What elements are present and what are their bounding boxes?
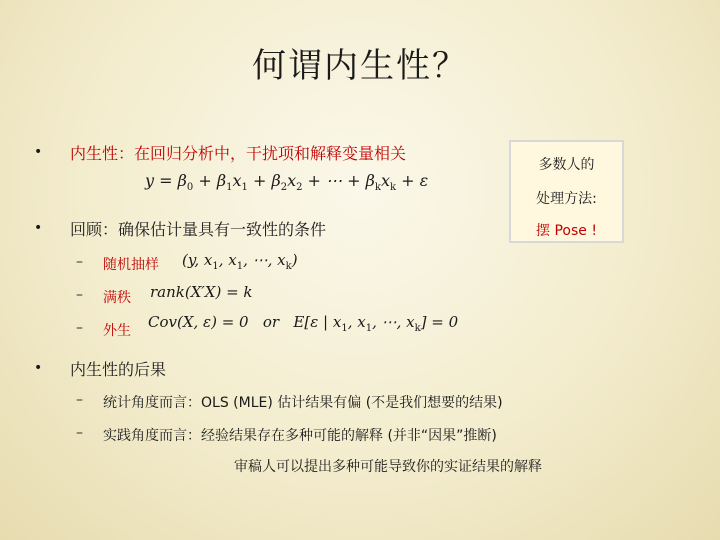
rank-expression: rank(X′X) = k — [150, 283, 253, 301]
bullet-marker: • — [34, 360, 43, 376]
sub-full-rank: 满秩 — [103, 290, 131, 306]
dash-marker: – — [76, 320, 83, 336]
dash-marker: – — [76, 392, 83, 408]
bullet-endogeneity-definition: 内生性：在回归分析中，干扰项和解释变量相关 — [70, 144, 407, 163]
reviewer-note: 审稿人可以提出多种可能导致你的实证结果的解释 — [234, 459, 542, 475]
slide-title: 何谓内生性？ — [252, 46, 468, 86]
regression-equation: $y = \beta_0 + \beta_1x_1 + \beta_2x_2$ + ⋯ + $\beta_kx_k + \varepsilon$ — [145, 171, 429, 194]
sub-practical-view: 实践角度而言：经验结果存在多种可能的解释 (并非“因果”推断) — [103, 428, 497, 444]
callout-box — [509, 140, 624, 243]
dash-marker: – — [76, 425, 83, 441]
bullet-marker: • — [34, 144, 43, 160]
callout-line-3: 摆 Pose ! — [536, 223, 597, 239]
sub-random-sampling: 随机抽样 — [103, 257, 159, 273]
sample-expression: (y, $x_1$, $x_1$, ⋯, $x_k$) — [182, 251, 298, 272]
dash-marker: – — [76, 254, 83, 270]
sub-exogeneity: 外生 — [103, 323, 131, 339]
exogeneity-expression: Cov(X, ε) = 0 or E[ε | $x_1$, $x_1$, ⋯, $x_k] = 0$ — [148, 313, 459, 334]
callout-line-1: 多数人的 — [538, 157, 595, 173]
bullet-marker: • — [34, 220, 43, 236]
sub-statistical-view: 统计角度而言：OLS (MLE) 估计结果有偏 (不是我们想要的结果) — [103, 395, 503, 411]
bullet-consequences: 内生性的后果 — [70, 360, 167, 379]
bullet-consistency-review: 回顾：确保估计量具有一致性的条件 — [70, 220, 327, 239]
dash-marker: – — [76, 287, 83, 303]
callout-line-2: 处理方法: — [536, 191, 597, 207]
